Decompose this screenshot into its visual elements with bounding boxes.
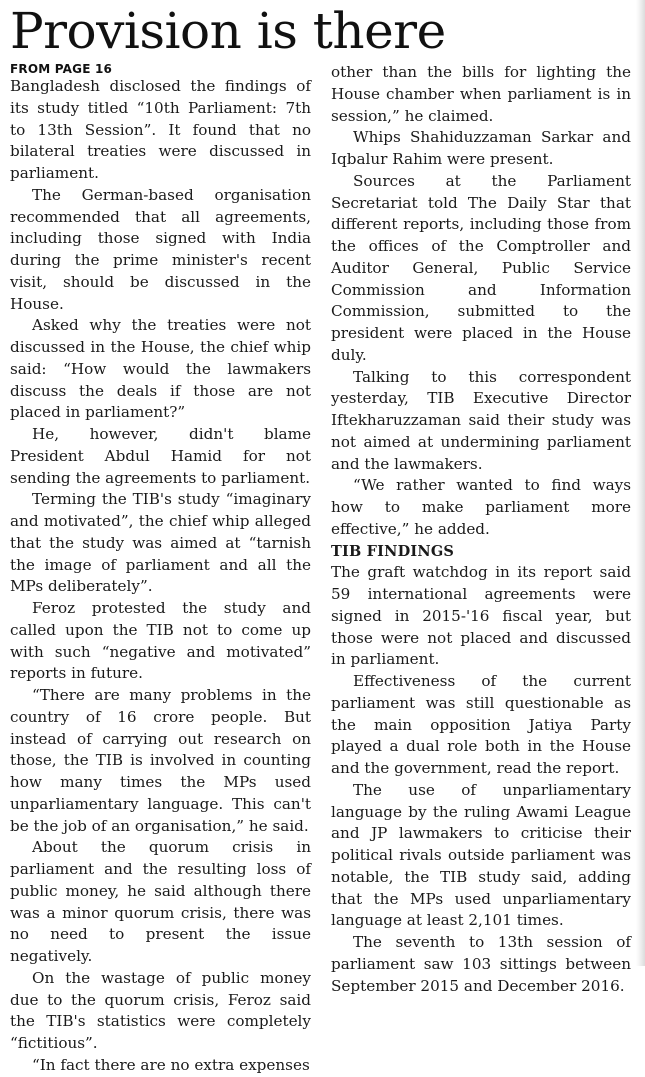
right-column [331,62,631,997]
paragraph: Bangladesh disclosed the findings of its study titled “10th Parliament: 7th to 13th Session”. It found that no bilateral treaties were discussed in parliament. [10,77,311,182]
paragraph: The graft watchdog in its report said 59 international agreements were signed in 2015-'16 fiscal year, but those were not placed and discussed in parliament. [331,563,631,669]
paragraph: Whips Shahiduzzaman Sarkar and Iqbalur Rahim were present. [331,128,631,168]
paragraph: other than the bills for lighting the House chamber when parliament is in session,” he claimed. [331,63,631,125]
paragraph: “We rather wanted to find ways how to make parliament more effective,” he added. [331,476,631,538]
paragraph: Effectiveness of the current parliament was still questionable as the main opposition Jatiya Party played a dual role both in the House and the government, read the report. [331,672,631,777]
page-edge-shadow [636,0,645,966]
paragraph: “There are many problems in the country of 16 crore people. But instead of carrying out research on those, the TIB is involved in counting how many times the MPs used unparliamentary language. This can't be the job of an organisation,” he said. [10,686,311,835]
paragraph: He, however, didn't blame President Abdul Hamid for not sending the agreements to parliament. [10,425,311,487]
paragraph: The use of unparliamentary language by the ruling Awami League and JP lawmakers to criticise their political rivals outside parliament was notable, the TIB study said, adding that the MPs used unparliamentary language at least 2,101 times. [331,780,631,930]
headline: Provision is there [10,2,446,60]
paragraph: Terming the TIB's study “imaginary and motivated”, the chief whip alleged that the study was aimed at “tarnish the image of parliament and all the MPs deliberately”. [10,490,311,596]
paragraph: Sources at the Parliament Secretariat told The Daily Star that different reports, including those from the offices of the Comptroller and Auditor General, Public Service Commission and Information Commission, submitted to the president were placed in the House duly. [331,171,631,364]
paragraph: On the wastage of public money due to the quorum crisis, Feroz said the TIB's statistics were completely “fictitious”. [10,968,311,1052]
paragraph: “In fact there are no extra expenses [32,1055,310,1074]
paragraph: About the quorum crisis in parliament and the resulting loss of public money, he said although there was a minor quorum crisis, there was no need to present the issue negatively. [10,838,311,965]
continuation-kicker: FROM PAGE 16 [10,62,113,76]
paragraph: Talking to this correspondent yesterday, TIB Executive Director Iftekharuzzaman said their study was not aimed at undermining parliament and the lawmakers. [331,367,631,473]
paragraph: Feroz protested the study and called upon the TIB not to come up with such “negative and motivated” reports in future. [10,599,311,683]
section-subhead: TIB FINDINGS [331,542,455,560]
paragraph: Asked why the treaties were not discussed in the House, the chief whip said: “How would the lawmakers discuss the deals if those are not placed in parliament?” [10,316,311,422]
left-column [10,62,311,1077]
paragraph: The German-based organisation recommended that all agreements, including those signed with India during the prime minister's recent visit, should be discussed in the House. [10,185,311,313]
paragraph: The seventh to 13th session of parliament saw 103 sittings between September 2015 and December 2016. [331,933,631,995]
